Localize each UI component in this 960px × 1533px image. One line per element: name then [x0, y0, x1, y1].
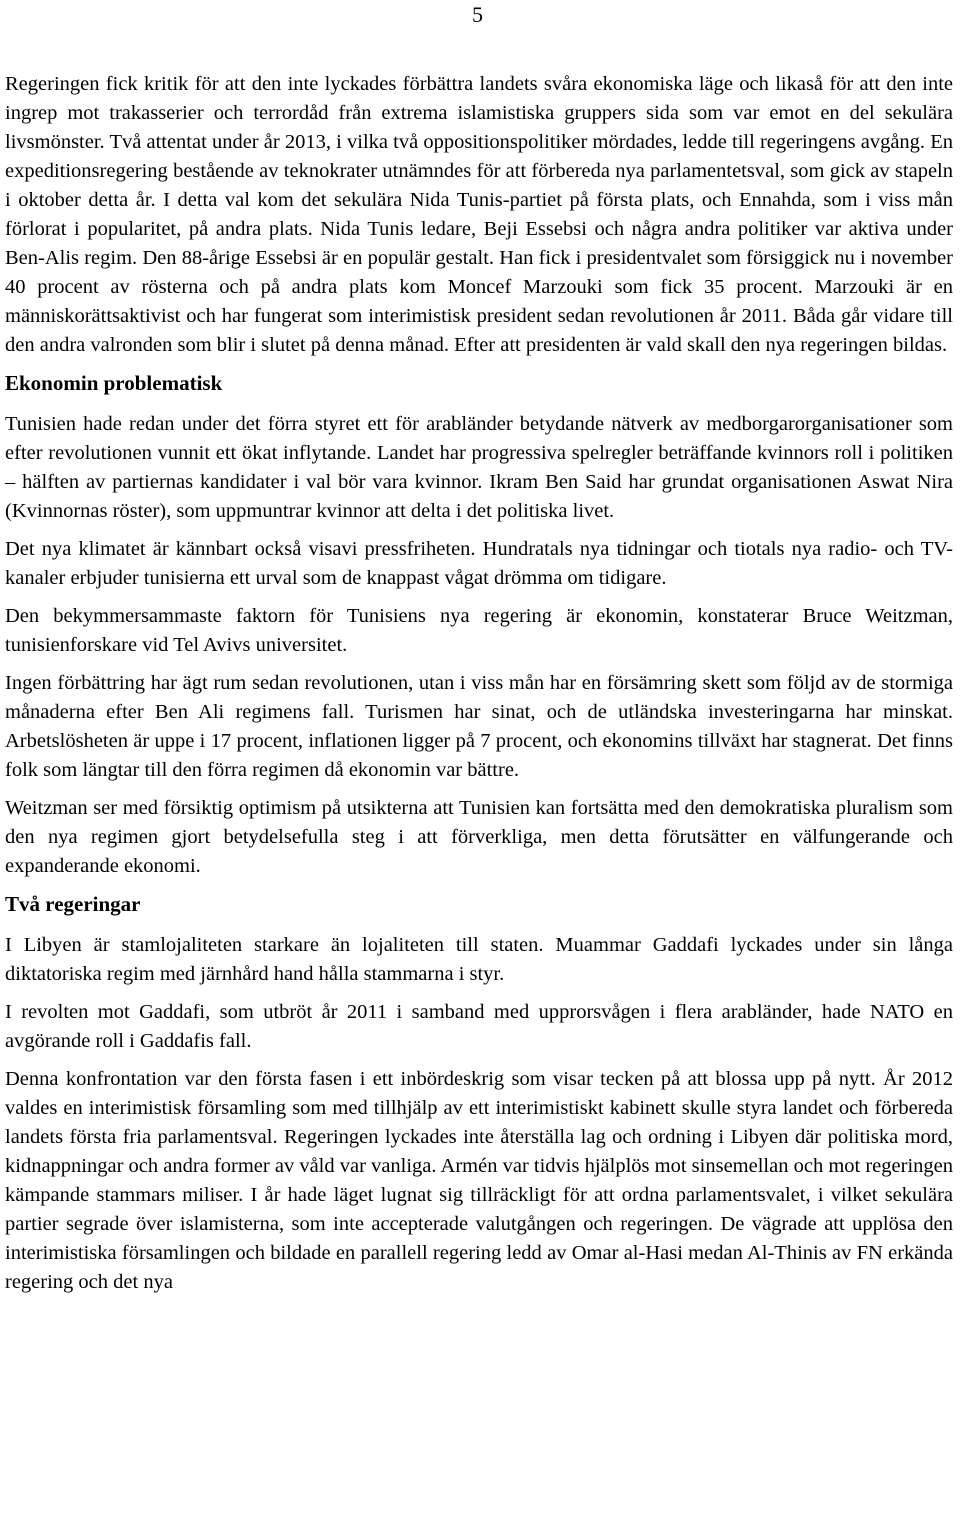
- document-body: [5, 70, 953, 1306]
- heading-economy: Ekonomin problematisk: [5, 371, 223, 395]
- paragraph-economic-decline: Ingen förbättring har ägt rum sedan revolutionen, utan i viss mån har en försämring skett som följd av de stormiga månaderna efter Ben Ali regimens fall. Turismen har sinat, och de utländska investeringarna har minskat. Arbetslösheten är uppe i 17 procent, inflationen ligger på 7 procent, och ekonomins tillväxt har stagnerat. Det finns folk som längtar till den förra regimen då ekonomin var bättre.: [5, 672, 953, 781]
- paragraph-civil-war: Denna konfrontation var den första fasen i ett inbördeskrig som visar tecken på att blossa upp på nytt. År 2012 valdes en interimistisk församling som med tillhjälp av ett interimistiskt kabinett skulle styra landet och förbereda landets första fria parlamentsval. Regeringen lyckades inte återställa lag och ordning i Libyen där politiska mord, kidnappningar och andra former av våld var vanliga. Armén var tidvis hjälplös mot sinsemellan och mot regeringen kämpande stammars miliser. I år hade läget lugnat sig tillräckligt för att ordna parlamentsvalet, i vilket sekulära partier segrade över islamisterna, som inte accepterade valutgången och regeringen. De vägrade att upplösa den interimistiska församlingen och bildade en parallell regering ledd av Omar al-Hasi medan Al-Thinis av FN erkända regering och det nya: [5, 1068, 953, 1293]
- page-number: 5: [472, 2, 483, 27]
- paragraph-revolt-gaddafi: I revolten mot Gaddafi, som utbröt år 2011 i samband med upprorsvågen i flera arabländer, hade NATO en avgörande roll i Gaddafis fall.: [5, 1001, 953, 1052]
- paragraph-government-criticism: Regeringen fick kritik för att den inte lyckades förbättra landets svåra ekonomiska läge och likaså för att den inte ingrep mot trakasserier och terrordåd från extrema islamistiska gruppers sida som var emot en del sekulära livsmönster. Två attentat under år 2013, i vilka två oppositionspolitiker mördades, ledde till regeringens avgång. En expeditionsregering bestående av teknokrater utnämndes för att förbereda nya parlamentetsval, som gick av stapeln i oktober detta år. I detta val kom det sekulära Nida Tunis-partiet på första plats, och Ennahda, som i viss mån förlorat i popularitet, på andra plats. Nida Tunis ledare, Beji Essebsi och några andra politiker var aktiva under Ben-Alis regim. Den 88-årige Essebsi är en populär gestalt. Han fick i presidentvalet som försiggick nu i november 40 procent av rösterna och på andra plats kom Moncef Marzouki som fick 35 procent. Marzouki är en människorättsaktivist och har fungerat som interimistisk president sedan revolutionen år 2011. Båda går vidare till den andra valronden som blir i slutet på denna månad. Efter att presidenten är vald skall den nya regeringen bildas.: [5, 73, 953, 356]
- paragraph-optimism: Weitzman ser med försiktig optimism på utsikterna att Tunisien kan fortsätta med den demokratiska pluralism som den nya regimen gjort betydelsefulla steg i att förverkliga, men detta förutsätter en välfungerande och expanderande ekonomi.: [5, 797, 953, 877]
- paragraph-libya-tribes: I Libyen är stamlojaliteten starkare än lojaliteten till staten. Muammar Gaddafi lyckades under sin långa diktatoriska regim med järnhård hand hålla stammarna i styr.: [5, 934, 953, 985]
- paragraph-economy-concern: Den bekymmersammaste faktorn för Tunisiens nya regering är ekonomin, konstaterar Bruce Weitzman, tunisienforskare vid Tel Avivs universitet.: [5, 605, 953, 656]
- paragraph-press-freedom: Det nya klimatet är kännbart också visavi pressfriheten. Hundratals nya tidningar och tiotals nya radio- och TV-kanaler erbjuder tunisierna ett urval som de knappast vågat drömma om tidigare.: [5, 538, 953, 589]
- paragraph-civil-society: Tunisien hade redan under det förra styret ett för arabländer betydande nätverk av medborgarorganisationer som efter revolutionen vunnit ett ökat inflytande. Landet har progressiva spelregler beträffande kvinnors roll i politiken – hälften av partiernas kandidater i val bör vara kvinnor. Ikram Ben Said har grundat organisationen Aswat Nira (Kvinnornas röster), som uppmuntrar kvinnor att delta i det politiska livet.: [5, 413, 953, 522]
- heading-two-governments: Två regeringar: [5, 892, 141, 916]
